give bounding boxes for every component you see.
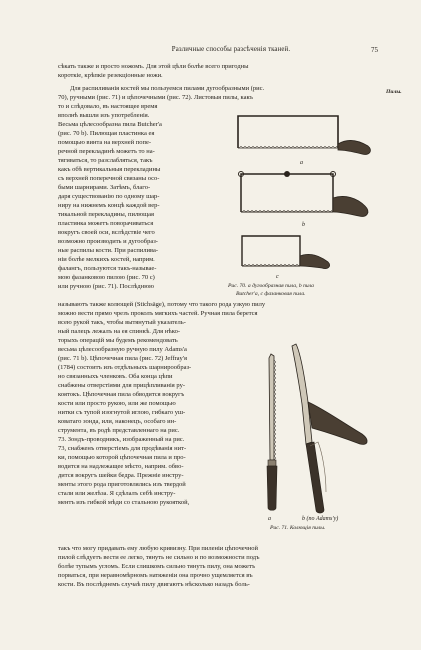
text-line: кости. Въ послѣднемъ случаѣ пилу двигаютъ нѣсколько назадъ боль- bbox=[58, 581, 250, 588]
figure-70-label-a: a bbox=[300, 160, 303, 166]
text-line: ментъ изъ гибкой мѣди со стальною рукояткой, bbox=[58, 499, 190, 506]
text-line: (1784) состоитъ изъ отдѣльныхъ шарнирообраз- bbox=[58, 364, 192, 371]
figure-71-stab-saw-a bbox=[262, 352, 282, 512]
text-line: весьма цѣлесообразную ручную пилу Adams'а bbox=[58, 346, 187, 353]
text-line: 73, снабженъ отверстіемъ для продѣванія нит- bbox=[58, 445, 187, 452]
figure-70-label-c: c bbox=[276, 274, 279, 280]
text-line: ный палецъ лежалъ на ея спинкѣ. Для нѣко- bbox=[58, 328, 181, 335]
text-line: Для распиливанія костей мы пользуемся пилами дугообразными (рис. bbox=[70, 85, 265, 92]
text-line: кости или просто рукою, или же помощью bbox=[58, 400, 176, 407]
text-line: такъ что могу придавать ему любую кривизну. При пиленіи цѣпочечной bbox=[58, 545, 258, 552]
saws-paragraph-full bbox=[58, 84, 380, 102]
text-line: вполнѣ вышли изъ употребленія. bbox=[58, 112, 150, 119]
figure-70-caption-line1: Рис. 70. a дугообразная пила, b пила bbox=[228, 283, 314, 289]
text-line: болѣе тупымъ угломъ. Если слишкомъ сильно тянуть пилу, она можетъ bbox=[58, 563, 256, 570]
text-line: нитки съ тупой изогнутой иглою, гибкаго уш- bbox=[58, 409, 186, 416]
text-line: фалангъ, пользуются такъ-называе- bbox=[58, 265, 157, 272]
text-line: тягиваться, то разслабляться, такъ bbox=[58, 157, 153, 164]
figure-70-label-b: b bbox=[302, 222, 305, 228]
chain-saw-paragraph bbox=[58, 327, 272, 507]
stab-saw-paragraph bbox=[58, 300, 380, 327]
text-line: коятокъ. Цѣпочечная пила обводится вокругъ bbox=[58, 391, 185, 398]
text-line: струмента, въ родѣ представленнаго на рис. bbox=[58, 427, 180, 434]
saws-paragraph-column bbox=[58, 102, 226, 291]
figure-70-bow-saw-a bbox=[228, 108, 378, 158]
text-line: менты этого рода приготовлялись изъ твердой bbox=[58, 481, 186, 488]
text-line: ніи болѣе мелкихъ костей, наприм. bbox=[58, 256, 155, 263]
text-line: 70), ручными (рис. 71) и цѣпочечными (рис. 72). Листовыя пилы, какъ bbox=[58, 94, 254, 101]
text-line: даря существованію по одному шар- bbox=[58, 193, 160, 200]
text-line: съ верхней поперечной связаны осо- bbox=[58, 175, 160, 182]
text-line: или ручною (рис. 71). Послѣднюю bbox=[58, 283, 154, 290]
text-line: пилой слѣдуетъ вести ее легко, тянуть не сильно и по возможности подъ bbox=[58, 554, 260, 561]
figure-70-caption-line2: Butcher'а, c фазанковая пила. bbox=[236, 291, 306, 297]
text-line: дится вокругъ шейки бедра. Прежніе инстру- bbox=[58, 472, 184, 479]
text-line: водится на надлежащее мѣсто, наприм. обво- bbox=[58, 463, 184, 470]
chain-saw-usage-paragraph bbox=[58, 544, 380, 589]
text-line: ки, помощью которой цѣпочечная пила и про- bbox=[58, 454, 186, 461]
text-line: короткіе, крѣпкіе резекціонные ножи. bbox=[58, 72, 163, 79]
text-line: снабжены отверстіями для прицѣпливанія ру- bbox=[58, 382, 185, 389]
text-line: коватаго зонда, или, наконецъ, особаго ин- bbox=[58, 418, 177, 425]
text-line: но связанныхъ членковъ. Оба конца цѣпи bbox=[58, 373, 173, 380]
page-number: 75 bbox=[371, 46, 378, 54]
text-line: быми шарнирами. Затѣмъ, благо- bbox=[58, 184, 151, 191]
text-line: какъ обѣ вертикальныя перекладины bbox=[58, 166, 161, 173]
text-line: пластинка можетъ поворачиваться bbox=[58, 220, 154, 227]
intro-paragraph bbox=[58, 62, 380, 80]
page-header-title: Различные способы разсѣченія тканей. bbox=[171, 46, 291, 53]
text-line: помощью винта на верхней попе- bbox=[58, 139, 152, 146]
text-line: тикальной перекладины, пилющая bbox=[58, 211, 154, 218]
text-line: ные распилы кости. При распилива- bbox=[58, 247, 159, 254]
text-line: стали или желѣза. Я сдѣлалъ себѣ инстру- bbox=[58, 490, 176, 497]
text-line: торыхъ операцій мы будемъ рекомендовать bbox=[58, 337, 178, 344]
text-line: можно вести прямо чрезъ проколъ мягкихъ частей. Ручная пила берется bbox=[58, 310, 258, 317]
text-line: вокругъ своей оси, вслѣдствіе чего bbox=[58, 229, 155, 236]
text-line: Весьма цѣлесообразна пила Butcher'а bbox=[58, 121, 162, 128]
figure-71-label-b: b (по Adams'у) bbox=[302, 516, 339, 522]
figure-71-adams-saw-b bbox=[282, 342, 382, 518]
text-line: всею рукой такъ, чтобы вытянутый указатель- bbox=[58, 319, 186, 326]
text-line: сѣкать также и просто ножомъ. Для этой цѣли болѣе всего пригодны bbox=[58, 63, 249, 70]
margin-label: Пилы. bbox=[386, 89, 402, 95]
text-line: 73. Зондъ-проводникъ, изображенный на рис. bbox=[58, 436, 185, 443]
figure-70-butcher-saw-b bbox=[235, 168, 385, 220]
text-line: то и слѣдовало, въ настоящее время bbox=[58, 103, 158, 110]
text-line: порваться, при неравномѣрномъ натяженіи она прочно ущемляется въ bbox=[58, 572, 253, 579]
figure-71-label-a: a bbox=[268, 516, 271, 522]
figure-70-pheasant-saw-c bbox=[236, 230, 346, 272]
figure-71-caption: Рис. 71. Колющія пилы. bbox=[270, 525, 326, 531]
text-line: (рис. 71 b). Цѣпочечная пила (рис. 72) Jeffray'я bbox=[58, 355, 187, 362]
text-line: речной перекладинѣ можетъ то на- bbox=[58, 148, 155, 155]
text-line: называютъ также колющей (Stichsäge), потому что такого рода узкую пилу bbox=[58, 301, 266, 308]
text-line: возможно производить и дугообраз- bbox=[58, 238, 158, 245]
text-line: ниру на нижнемъ концѣ каждой вер- bbox=[58, 202, 160, 209]
text-line: мою фазанковою пилою (рис. 70 с) bbox=[58, 274, 155, 281]
text-line: (рис. 70 b). Пилющая пластинка ея bbox=[58, 130, 155, 137]
